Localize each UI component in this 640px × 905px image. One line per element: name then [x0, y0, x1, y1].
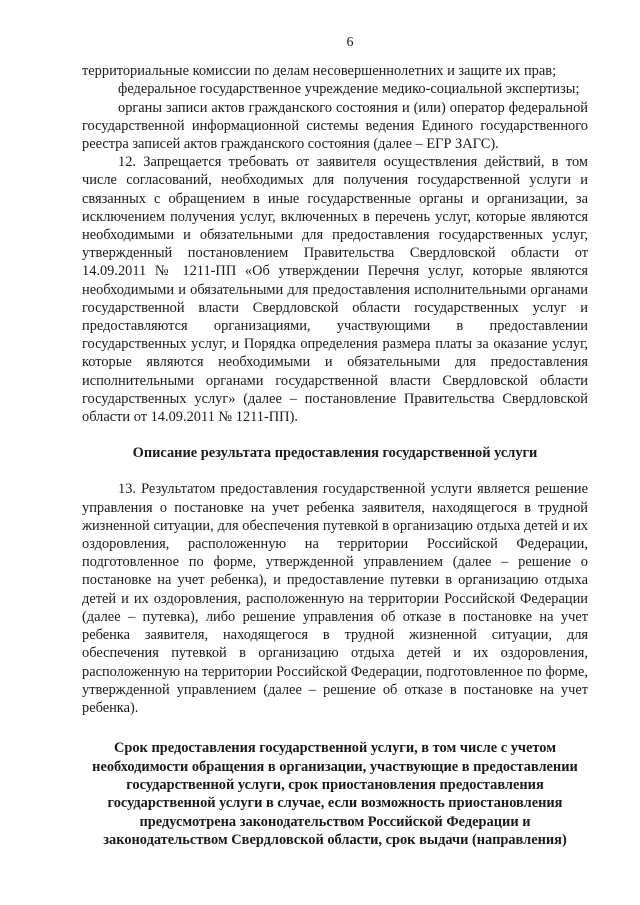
paragraph-13: 13. Результатом предоставления государственной услуги является решение управления о постановке на учет ребенка заявителя, находящегося в трудной жизненной ситуации, для обеспечения путевкой в организацию отдыха детей и их оздоровления, расположенную на территории Российской Федерации, подготовленное по форме, утвержденной управлением (далее – решение о постановке на учет ребенка), и предоставление путевки в организацию отдыха детей и их оздоровления, расположенную на территории Российской Федерации (далее – путевка), либо решение управления об отказе в постановке на учет ребенка заявителя, находящегося в трудной жизненной ситуации, для обеспечения путевкой в организацию отдыха детей и их оздоровления, расположенную на территории Российской Федерации, подготовленное по форме, утвержденной управлением (далее – решение об отказе в постановке на учет ребенка).: [82, 481, 588, 716]
heading-line: необходимости обращения в организации, участвующие в предоставлении: [92, 758, 578, 775]
heading-line: предусмотрена законодательством Российской Федерации и: [139, 813, 531, 830]
paragraph-12: 12. Запрещается требовать от заявителя осуществления действий, в том числе согласований, необходимых для получения государственной услуги и связанных с обращением в иные государственные органы и организации, за исключением получения услуг, включенных в перечень услуг, которые являются необходимыми и обязательными для предоставления государственных услуг, утвержденный постановлением Правительства Свердловской области от 14.09.2011 № 1211-ПП «Об утверждении Перечня услуг, которые являются необходимыми и обязательными для предоставления исполнительными органами государственной власти Свердловской области государственных услуг и предоставляются организациями, участвующими в предоставлении государственных услуг, и Порядка определения размера платы за оказание услуг, которые являются необходимыми и обязательными для предоставления исполнительными органами государственной власти Свердловской области государственных услуг» (далее – постановление Правительства Свердловской области от 14.09.2011 № 1211-ПП).: [82, 154, 588, 426]
paragraph-commissions: территориальные комиссии по делам несовершеннолетних и защите их прав;: [82, 63, 557, 80]
heading-line: законодательством Свердловской области, срок выдачи (направления): [103, 832, 567, 849]
paragraph-zags: органы записи актов гражданского состояния и (или) оператор федеральной государственной информационной системы ведения Единого государственного реестра записей актов гражданского состояния (далее – ЕГР ЗАГС).: [82, 99, 588, 153]
heading-line: государственной услуги в случае, если возможность приостановления: [107, 795, 563, 812]
page-number: 6: [346, 35, 354, 50]
section-heading-result: Описание результата предоставления государственной услуги: [132, 445, 538, 462]
heading-line: Срок предоставления государственной услуги, в том числе с учетом: [113, 740, 557, 757]
section-heading-term: [82, 739, 588, 849]
paragraph-mse: федеральное государственное учреждение медико-социальной экспертизы;: [118, 81, 580, 98]
heading-line: государственной услуги, срок приостановления предоставления: [126, 776, 544, 793]
